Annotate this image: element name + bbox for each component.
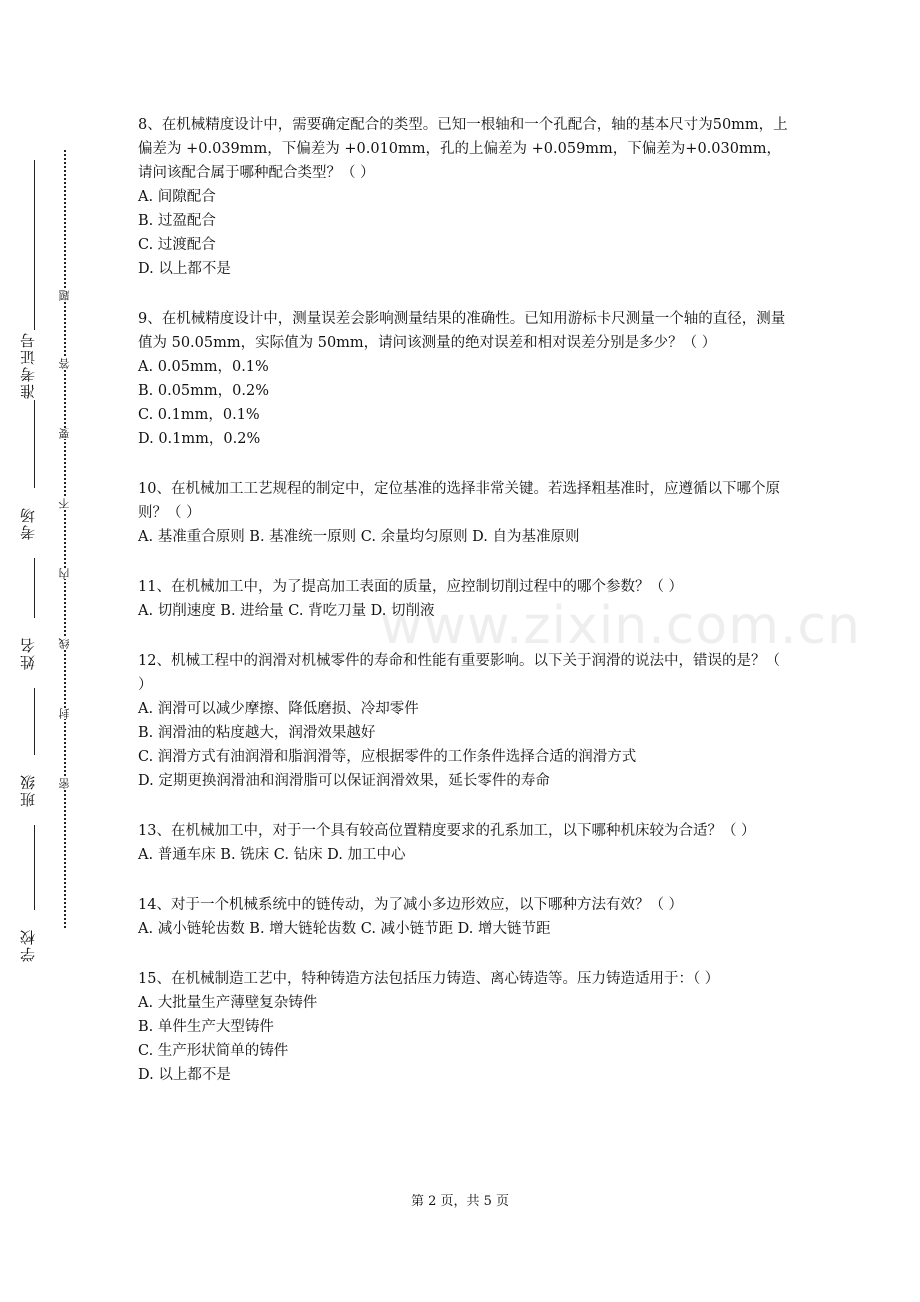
question-text: 13、在机械加工中，对于一个具有较高位置精度要求的孔系加工，以下哪种机床较为合适？（ ） — [138, 823, 756, 839]
question-14 — [138, 893, 790, 941]
label-school: 学校 — [17, 910, 49, 980]
question-10 — [138, 477, 790, 549]
seal-char: 不 — [58, 498, 71, 509]
option: D. 定期更换润滑油和润滑脂可以保证润滑效果，延长零件的寿命 — [138, 773, 550, 789]
option: C. 0.1mm，0.1% — [138, 407, 260, 423]
question-text: 14、对于一个机械系统中的链传动，为了减小多边形效应，以下哪种方法有效？（ ） — [138, 897, 684, 913]
option: C. 过渡配合 — [138, 237, 216, 253]
option: B. 单件生产大型铸件 — [138, 1019, 274, 1035]
label-name: 姓名 — [17, 618, 49, 688]
option: B. 0.05mm，0.2% — [138, 383, 269, 399]
option: D. 以上都不是 — [138, 261, 231, 277]
label-exam-room: 考场 — [17, 488, 49, 558]
option: A. 润滑可以减少摩擦、降低磨损、冷却零件 — [138, 701, 419, 717]
option: C. 润滑方式有油润滑和脂润滑等，应根据零件的工作条件选择合适的润滑方式 — [138, 749, 637, 765]
page-footer: 第 2 页，共 5 页 — [410, 1194, 510, 1209]
option: C. 生产形状简单的铸件 — [138, 1043, 289, 1059]
question-text: 11、在机械加工中，为了提高加工表面的质量，应控制切削过程中的哪个参数？（ ） — [138, 579, 684, 595]
option: A. 大批量生产薄壁复杂铸件 — [138, 995, 318, 1011]
seal-char: 答 — [58, 358, 71, 369]
question-text: 8、在机械精度设计中，需要确定配合的类型。已知一根轴和一个孔配合，轴的基本尺寸为50mm，上偏差为 +0.039mm，下偏差为 +0.010mm，孔的上偏差为 +0.059mm，下偏差为+0.030mm，请问该配合属于哪种配合类型？（ ） — [138, 117, 788, 181]
label-exam-number: 准考证号 — [17, 330, 49, 400]
seal-char: 要 — [58, 428, 71, 439]
seal-char: 题 — [58, 290, 71, 301]
option: B. 过盈配合 — [138, 213, 216, 229]
seal-char: 封 — [58, 708, 71, 719]
option: B. 润滑油的粘度越大，润滑效果越好 — [138, 725, 376, 741]
option: A. 间隙配合 — [138, 189, 216, 205]
option-line: A. 减小链轮齿数 B. 增大链轮齿数 C. 减小链节距 D. 增大链节距 — [138, 921, 551, 937]
option-line: A. 普通车床 B. 铣床 C. 钻床 D. 加工中心 — [138, 847, 406, 863]
option: D. 0.1mm，0.2% — [138, 431, 261, 447]
question-text: 9、在机械精度设计中，测量误差会影响测量结果的准确性。已知用游标卡尺测量一个轴的直径，测量值为 50.05mm，实际值为 50mm，请问该测量的绝对误差和相对误差分别是多少？（ ） — [138, 311, 786, 351]
option: A. 0.05mm，0.1% — [138, 359, 269, 375]
question-8 — [138, 113, 790, 281]
option-line: A. 切削速度 B. 进给量 C. 背吃刀量 D. 切削液 — [138, 603, 435, 619]
watermark: www.zixin.com.cn — [380, 596, 861, 656]
question-15 — [138, 967, 790, 1087]
label-class: 班级 — [17, 755, 49, 825]
binding-margin — [0, 0, 100, 1302]
question-12 — [138, 649, 790, 793]
question-text: 10、在机械加工工艺规程的制定中，定位基准的选择非常关键。若选择粗基准时，应遵循以下哪个原则？（ ） — [138, 481, 780, 521]
seal-char: 线 — [58, 638, 71, 649]
question-text: 15、在机械制造工艺中，特种铸造方法包括压力铸造、离心铸造等。压力铸造适用于：（ ） — [138, 971, 720, 987]
seal-dotted-line — [64, 150, 66, 928]
option-line: A. 基准重合原则 B. 基准统一原则 C. 余量均匀原则 D. 自为基准原则 — [138, 529, 580, 545]
question-9 — [138, 307, 790, 451]
seal-char: 密 — [58, 778, 71, 789]
seal-char: 内 — [58, 568, 71, 579]
question-13 — [138, 819, 790, 867]
question-text: 12、机械工程中的润滑对机械零件的寿命和性能有重要影响。以下关于润滑的说法中，错误的是？（ ） — [138, 653, 780, 693]
option: D. 以上都不是 — [138, 1067, 231, 1083]
